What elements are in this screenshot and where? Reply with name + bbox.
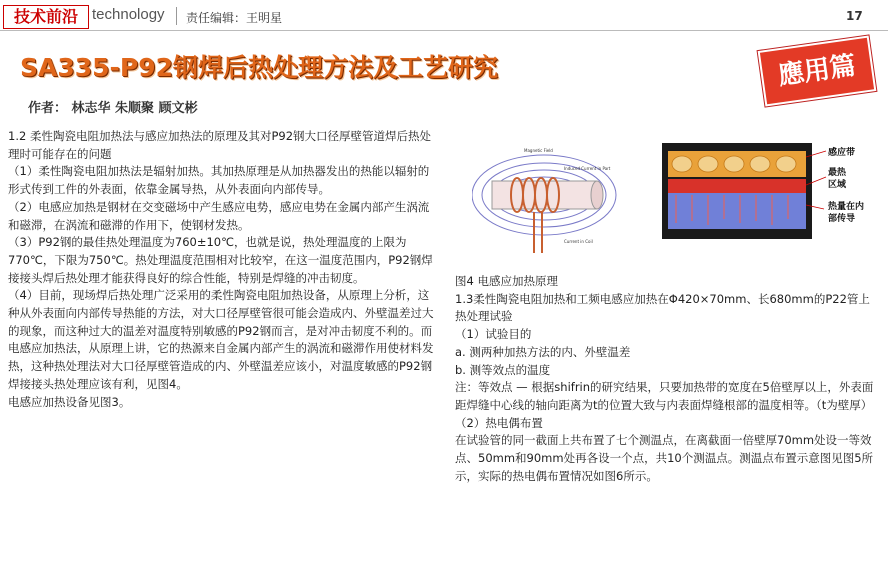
section-subtitle: technology — [92, 6, 165, 23]
right-column — [455, 273, 881, 485]
induction-band-label: 感应带 — [828, 148, 856, 158]
paragraph: （3）P92钢的最佳热处理温度为760±10℃，也就是说，热处理温度的上限为770℃，下限为750℃。热处理温度范围相对比较窄，在这一温度范围内，P92钢焊接接头焊后热处理才能获得良好的综合性能，特别是焊缝的冲击韧度。 — [8, 235, 433, 285]
zone-label: 区域 — [828, 180, 847, 190]
page-number: 17 — [846, 9, 863, 23]
heat-distribution-diagram — [662, 143, 884, 239]
paragraph: 电感应加热设备见图3。 — [8, 394, 131, 409]
note-paragraph: 注：等效点 — 根据shifrin的研究结果，只要加热带的宽度在5倍壁厚以上，外表面距焊缝中心线的轴向距离为t的位置大致与内表面焊缝根部的温度相等。（t为壁厚） — [455, 380, 874, 412]
paragraph: （2）电感应加热是钢材在交变磁场中产生感应电势，感应电势在金属内部产生涡流和磁滞，在涡流和磁滞的作用下，使钢材发热。 — [8, 199, 430, 232]
header-divider — [176, 7, 177, 25]
section-heading: 1.2 柔性陶瓷电阻加热法与感应加热法的原理及其对P92钢大口径厚壁管道焊后热处理时可能存在的问题 — [8, 129, 432, 161]
coil-current-label: Current in Coil — [564, 239, 593, 244]
category-stamp: 應用篇 — [758, 35, 877, 106]
magnetic-field-label: Magnetic Field — [524, 148, 553, 153]
hottest-label: 最热 — [828, 168, 847, 178]
paragraph: a. 测两种加热方法的内、外壁温差 — [455, 344, 631, 359]
author-line: 作者： 林志华 朱顺聚 顾文彬 — [28, 101, 198, 116]
left-column — [8, 128, 438, 411]
section-tag: 技术前沿 — [3, 5, 89, 29]
heat-conduction-label: 热量在内 — [828, 202, 865, 212]
article-title: SA335-P92钢焊后热处理方法及工艺研究 — [20, 53, 499, 82]
section-heading: 1.3柔性陶瓷电阻加热和工频电感应加热在Φ420×70mm、长680mm的P22管上热处理试验 — [455, 291, 870, 324]
page-header — [0, 0, 888, 30]
header-rule — [0, 30, 888, 31]
paragraph: （1）柔性陶瓷电阻加热法是辐射加热。其加热原理是从加热器发出的热能以辐射的形式传到工件的外表面，依靠金属导热，从外表面向内部传导。 — [8, 164, 430, 197]
paragraph: （2）热电偶布置 — [455, 415, 543, 430]
paragraph: b. 测等效点的温度 — [455, 362, 551, 377]
induced-current-label: Induced Current in Part — [564, 166, 611, 171]
paragraph: 在试验管的同一截面上共布置了七个测温点，在离截面一倍壁厚70mm处设一等效点、50mm和90mm处再各设一个点，共10个测温点。测温点布置示意图见图5所示，实际的热电偶布置情况如图6所示。 — [455, 433, 874, 483]
paragraph: （4）目前，现场焊后热处理广泛采用的柔性陶瓷电阻加热设备，从原理上分析，这种从外表面向内部传导热能的方法，对大口径厚壁管很可能会造成内、外壁温差过大的现象，而这种过大的温差对温度特别敏感的P92钢而言，是对冲击韧度不利的。而电感应加热法，从原理上讲，它的热源来自金属内部产生的涡流和磁滞作用使材料发热，这种热处理法对大口径厚壁管造成的内、外壁温差应该小，对温度敏感的P92钢焊接接头热处理应该有利，见图4。 — [8, 288, 434, 391]
figure-caption: 图4 电感应加热原理 — [455, 274, 558, 288]
paragraph: （1）试验目的 — [455, 327, 532, 342]
inward-conduction-label: 部传导 — [828, 214, 856, 224]
editor-credit: 责任编辑：王明星 — [186, 11, 283, 25]
induction-coil-diagram — [472, 143, 622, 258]
